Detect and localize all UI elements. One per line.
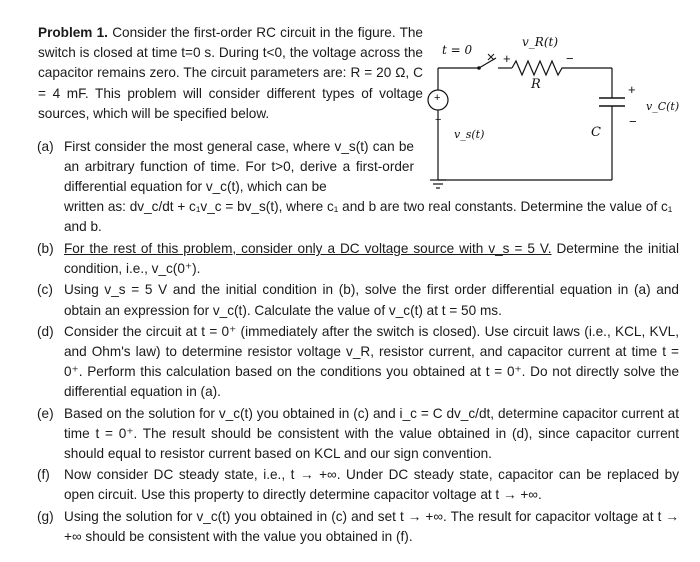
part-a-label: (a) bbox=[37, 139, 54, 154]
part-f-text: Now consider DC steady state, i.e., t → +∞. Under DC steady state, capacitor can be replaced by open circuit. Use this property to directly determine capacitor voltage at t → +∞. bbox=[64, 467, 679, 503]
vr-label: v_R(t) bbox=[522, 35, 558, 49]
part-a-text2: written as: dv_c/dt + c₁v_c = bv_s(t), where c₁ and b are two real constants. Determine the value of c₁ and b. bbox=[64, 199, 673, 235]
part-a-text: First consider the most general case, where v_s(t) can be an arbitrary function of time. For t>0, derive a first-order differential equation for v_c(t), which can be bbox=[64, 139, 414, 195]
part-c-label: (c) bbox=[37, 282, 53, 298]
part-d-text: Consider the circuit at t = 0⁺ (immediately after the switch is closed). Use circuit laws (i.e., KCL, KVL, and Ohm's law) to determine resistor voltage v_R, resistor current, and capacitor current at time t = 0⁺. Perform this calculation based on the conditions you obtained at t = 0⁺. Do not directly solve the differential equation in (a). bbox=[64, 323, 679, 400]
problem-intro-text: Consider the first-order RC circuit in the figure. The switch is closed at time t=0 s. During t<0, the voltage across the capacitor remains zero. The circuit parameters are: R = 20 Ω, C = 4 mF. This problem will consider different types of voltage sources, which will be specified below. bbox=[38, 25, 423, 121]
part-e-label: (e) bbox=[37, 405, 54, 421]
capacitor-label: C bbox=[591, 125, 601, 140]
part-b-label: (b) bbox=[37, 241, 54, 256]
capacitor-minus: − bbox=[629, 114, 637, 129]
source-minus: − bbox=[435, 114, 442, 126]
vc-label: v_C(t) bbox=[646, 100, 680, 113]
part-d bbox=[37, 322, 679, 403]
problem-intro bbox=[38, 23, 423, 124]
resistor-label: R bbox=[531, 77, 541, 92]
capacitor-symbol bbox=[599, 98, 625, 106]
part-e-text: Based on the solution for v_c(t) you obtained in (c) and i_c = C dv_c/dt, determine capacitor current at time t = 0⁺. The result should be consistent with the value obtained in (d), since capacitor current should equal to resistor current based on KCL and our sign convention. bbox=[64, 405, 679, 462]
part-c bbox=[37, 280, 679, 320]
part-d-label: (d) bbox=[37, 323, 54, 339]
part-b-underlined: For the rest of this problem, consider only a DC voltage source with v_s = 5 V. bbox=[64, 241, 552, 256]
part-f-label: (f) bbox=[37, 467, 50, 483]
capacitor-plus: + bbox=[628, 82, 636, 97]
part-g bbox=[37, 507, 679, 547]
ground-symbol bbox=[430, 175, 446, 188]
part-g-label: (g) bbox=[37, 508, 54, 524]
part-e bbox=[37, 404, 679, 465]
part-a bbox=[37, 137, 414, 198]
vs-label: v_s(t) bbox=[454, 128, 485, 141]
resistor-symbol bbox=[512, 61, 566, 75]
parts-list bbox=[37, 239, 679, 548]
part-c-text: Using v_s = 5 V and the initial condition in (b), solve the first order differential equation in (a) and obtain an expression for v_c(t). Calculate the value of v_c(t) at t = 50 ms. bbox=[64, 282, 679, 318]
switch-label: t = 0 bbox=[442, 43, 473, 57]
part-b-text: Determine the initial condition, i.e., v_c(0⁺). bbox=[64, 241, 679, 277]
source-plus: + bbox=[434, 92, 441, 104]
part-b bbox=[37, 239, 679, 279]
part-g-text: Using the solution for v_c(t) you obtained in (c) and set t → +∞. The result for capacitor voltage at t → +∞ should be consistent with the value you obtained in (f). bbox=[64, 508, 679, 544]
part-a-continuation bbox=[64, 197, 679, 237]
resistor-plus: + bbox=[503, 51, 511, 66]
part-f bbox=[37, 465, 679, 505]
resistor-minus: − bbox=[566, 51, 574, 66]
problem-label: Problem 1. bbox=[38, 25, 108, 40]
rc-circuit-diagram bbox=[424, 30, 694, 195]
switch-symbol bbox=[477, 54, 496, 70]
